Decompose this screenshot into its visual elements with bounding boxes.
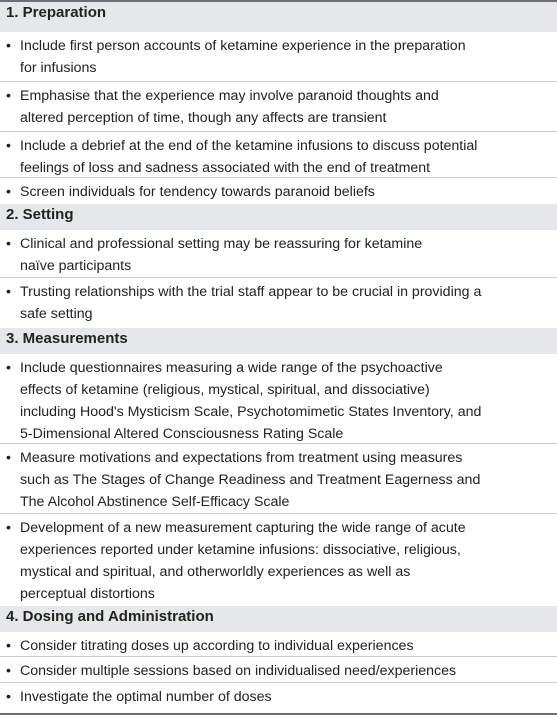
bullet-icon: • xyxy=(6,138,11,154)
list-item: • Consider multiple sessions based on individualised need/experiences xyxy=(0,657,557,683)
section-title: 2. Setting xyxy=(6,206,74,223)
section-heading-measurements xyxy=(0,328,557,354)
bullet-icon: • xyxy=(6,360,11,376)
list-item: • Include questionnaires measuring a wide range of the psychoactive effects of ketamine (religious, mystical, spiritual, and dissociative) including Hood's Mysticism Scale, Psychotomimetic States Inventory, and 5-Dimensional Altered Consciousness Rating Scale xyxy=(0,354,557,444)
section-heading-dosing-administration xyxy=(0,606,557,632)
bullet-icon: • xyxy=(6,38,11,54)
list-item: • Trusting relationships with the trial staff appear to be crucial in providing a safe setting xyxy=(0,278,557,328)
list-item: • Include first person accounts of ketamine experience in the preparation for infusions xyxy=(0,32,557,82)
bullet-icon: • xyxy=(6,88,11,104)
bullet-icon: • xyxy=(6,236,11,252)
list-item: • Investigate the optimal number of doses xyxy=(0,683,557,713)
bullet-icon: • xyxy=(6,184,11,200)
list-item: • Development of a new measurement capturing the wide range of acute experiences reported under ketamine infusions: dissociative, religious, mystical and spiritual, and otherworldly experiences as well as perceptual distortions xyxy=(0,514,557,606)
section-heading-setting xyxy=(0,204,557,230)
list-item: • Emphasise that the experience may involve paranoid thoughts and altered perception of time, though any affects are transient xyxy=(0,82,557,132)
section-title: 3. Measurements xyxy=(6,330,128,347)
bullet-icon: • xyxy=(6,520,11,536)
section-title: 4. Dosing and Administration xyxy=(6,608,214,625)
table-bottom-rule xyxy=(0,713,557,715)
list-item: • Consider titrating doses up according to individual experiences xyxy=(0,632,557,657)
bullet-icon: • xyxy=(6,638,11,654)
section-heading-preparation xyxy=(0,2,557,32)
list-item: • Include a debrief at the end of the ketamine infusions to discuss potential feelings of loss and sadness associated with the end of treatment xyxy=(0,132,557,178)
bullet-icon: • xyxy=(6,284,11,300)
list-item: • Measure motivations and expectations from treatment using measures such as The Stages of Change Readiness and Treatment Eagerness and The Alcohol Abstinence Self-Efficacy Scale xyxy=(0,444,557,514)
section-title: 1. Preparation xyxy=(6,4,107,21)
list-item: • Screen individuals for tendency towards paranoid beliefs xyxy=(0,178,557,202)
bullet-icon: • xyxy=(6,689,11,705)
bullet-icon: • xyxy=(6,663,11,679)
bullet-icon: • xyxy=(6,450,11,466)
list-item: • Clinical and professional setting may be reassuring for ketamine naïve participants xyxy=(0,230,557,278)
